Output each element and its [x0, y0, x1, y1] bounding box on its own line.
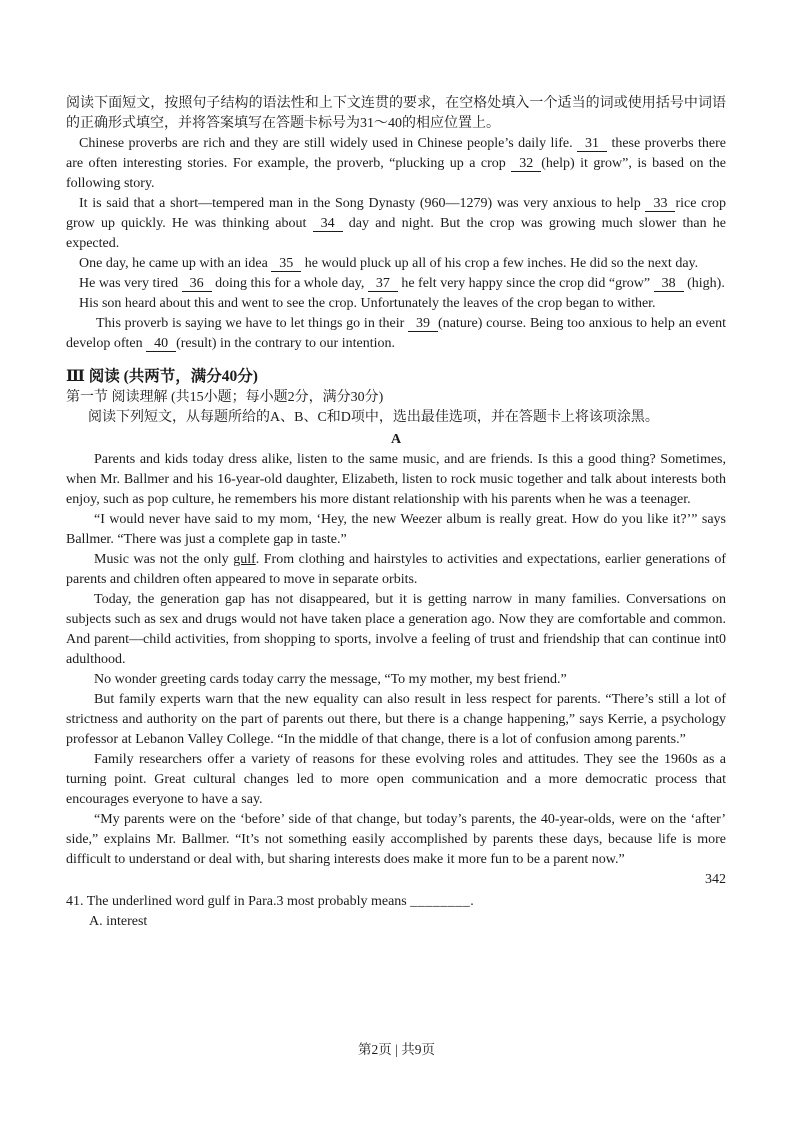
- cloze-p5-text-1: His son heard about this and went to see the crop. Unfortunately the leaves of the crop began to wither.: [79, 296, 656, 311]
- cloze-p2-text-2: rice crop grow up quickly. He was thinking about: [66, 196, 726, 231]
- cloze-paragraph-1: [66, 134, 726, 194]
- question-41: [66, 892, 726, 912]
- cloze-p6-text-1: This proverb is saying we have to let things go in their: [96, 316, 409, 331]
- blank-38: 38: [654, 276, 684, 292]
- cloze-p6-text-3: (result) in the contrary to our intention.: [176, 336, 395, 351]
- cloze-paragraph-6: [66, 314, 726, 354]
- cloze-p3-text-1: One day, he came up with an idea: [79, 256, 272, 271]
- blank-33: 33: [645, 196, 675, 212]
- blank-34: 34: [313, 216, 343, 232]
- underlined-word-gulf: gulf: [233, 552, 256, 567]
- cloze-p1-text-3: (help) it grow”, is based on the following story.: [66, 156, 727, 191]
- passage-paragraph-7: Family researchers offer a variety of reasons for these evolving roles and attitudes. They see the 1960s as a turning point. Great cultural changes led to more open communication and a more democratic process that encourages everyone to have a say.: [66, 752, 726, 807]
- page-footer: 第2页 | 共9页: [358, 1042, 435, 1057]
- cloze-instructions: 阅读下面短文，按照句子结构的语法性和上下文连贯的要求，在空格处填入一个适当的词或使用括号中词语的正确形式填空，并将答案填写在答题卡标号为31～40的相应位置上。: [66, 96, 726, 131]
- cloze-p1-text-1: Chinese proverbs are rich and they are still widely used in Chinese people’s daily life.: [79, 136, 578, 151]
- reading-instructions: 阅读下列短文，从每题所给的A、B、C和D项中，选出最佳选项，并在答题卡上将该项涂黑。: [88, 410, 659, 425]
- section-subheading: 第一节 阅读理解 (共15小题；每小题2分，满分30分): [66, 390, 384, 405]
- blank-37: 37: [368, 276, 398, 292]
- passage-paragraph-6: But family experts warn that the new equality can also result in less respect for parents. “There’s still a lot of strictness and authority on the part of parents out there, but there is a change happening,” says Kerrie, a psychology professor at Lebanon Valley College. “In the middle of that change, there is a lot of confusion among parents.”: [66, 692, 726, 747]
- passage-paragraph-2: “I would never have said to my mom, ‘Hey, the new Weezer album is really great. How do you like it?’” says Ballmer. “There was just a complete gap in taste.”: [66, 512, 726, 547]
- blank-31: 31: [577, 136, 607, 152]
- passage-paragraph-5: No wonder greeting cards today carry the message, “To my mother, my best friend.”: [94, 672, 567, 687]
- blank-32: 32: [511, 156, 541, 172]
- question-41-text: 41. The underlined word gulf in Para.3 most probably means: [66, 894, 411, 909]
- cloze-paragraph-4: [66, 274, 726, 294]
- cloze-paragraph-3: [66, 254, 726, 274]
- passage-paragraph-3: [66, 550, 726, 590]
- blank-36: 36: [182, 276, 212, 292]
- cloze-p2-text-3: day and night. But the crop was growing much slower than he expected.: [66, 216, 727, 251]
- cloze-p4-text-1: He was very tired: [79, 276, 182, 291]
- cloze-p4-text-2: doing this for a whole day,: [211, 276, 368, 291]
- question-41-blank: ________: [410, 894, 471, 909]
- cloze-p3-text-2: he would pluck up all of his crop a few inches. He did so the next day.: [301, 256, 699, 271]
- passage-paragraph-8: “My parents were on the ‘before’ side of that change, but today’s parents, the 40-year-olds, were on the ‘after’ side,” explains Mr. Ballmer. “It’s not something easily accomplished by parents these days, because life is more difficult to understand or deal with, but sharing interests does make it more fun to be a parent now.”: [66, 812, 726, 867]
- cloze-p6-text-2: (nature) course. Being too anxious to help an event develop often: [66, 316, 727, 351]
- section-heading: Ⅲ 阅读 (共两节，满分40分): [66, 368, 258, 385]
- question-41-period: .: [470, 894, 474, 909]
- option-a: A. interest: [89, 914, 148, 929]
- cloze-p4-text-4: (high).: [683, 276, 725, 291]
- cloze-p2-text-1: It is said that a short—tempered man in the Song Dynasty (960—1279) was very anxious to help: [79, 196, 646, 211]
- page-side-number: 342: [705, 872, 726, 887]
- page-content: [66, 94, 726, 932]
- passage-paragraph-1: Parents and kids today dress alike, listen to the same music, and are friends. Is this a good thing? Sometimes, when Mr. Ballmer and his 16-year-old daughter, Elizabeth, listen to rock music together and talk about interests both enjoy, such as pop culture, he remembers his more distant relationship with his parents when he was a teenager.: [66, 452, 726, 507]
- blank-39: 39: [408, 316, 438, 332]
- passage-p3-text-2: . From clothing and hairstyles to activities and expectations, earlier generations of parents and children often appeared to move in separate orbits.: [66, 552, 726, 587]
- cloze-p4-text-3: he felt very happy since the crop did “grow”: [397, 276, 654, 291]
- passage-p3-text-1: Music was not the only: [94, 552, 234, 567]
- cloze-paragraph-5: [66, 294, 726, 314]
- cloze-paragraph-2: [66, 194, 726, 254]
- passage-label: A: [390, 432, 402, 447]
- blank-40: 40: [146, 336, 176, 352]
- blank-35: 35: [271, 256, 301, 272]
- cloze-p1-text-2: these proverbs there are often interesting stories. For example, the proverb, “plucking up a crop: [66, 136, 727, 171]
- passage-paragraph-4: Today, the generation gap has not disappeared, but it is getting narrow in many families. Conversations on subjects such as sex and drugs would not have taken place a generation ago. Now they are comfortable and common. And parent—child activities, from shopping to sports, involve a feeling of trust and friendship that can continue int0 adulthood.: [66, 592, 726, 667]
